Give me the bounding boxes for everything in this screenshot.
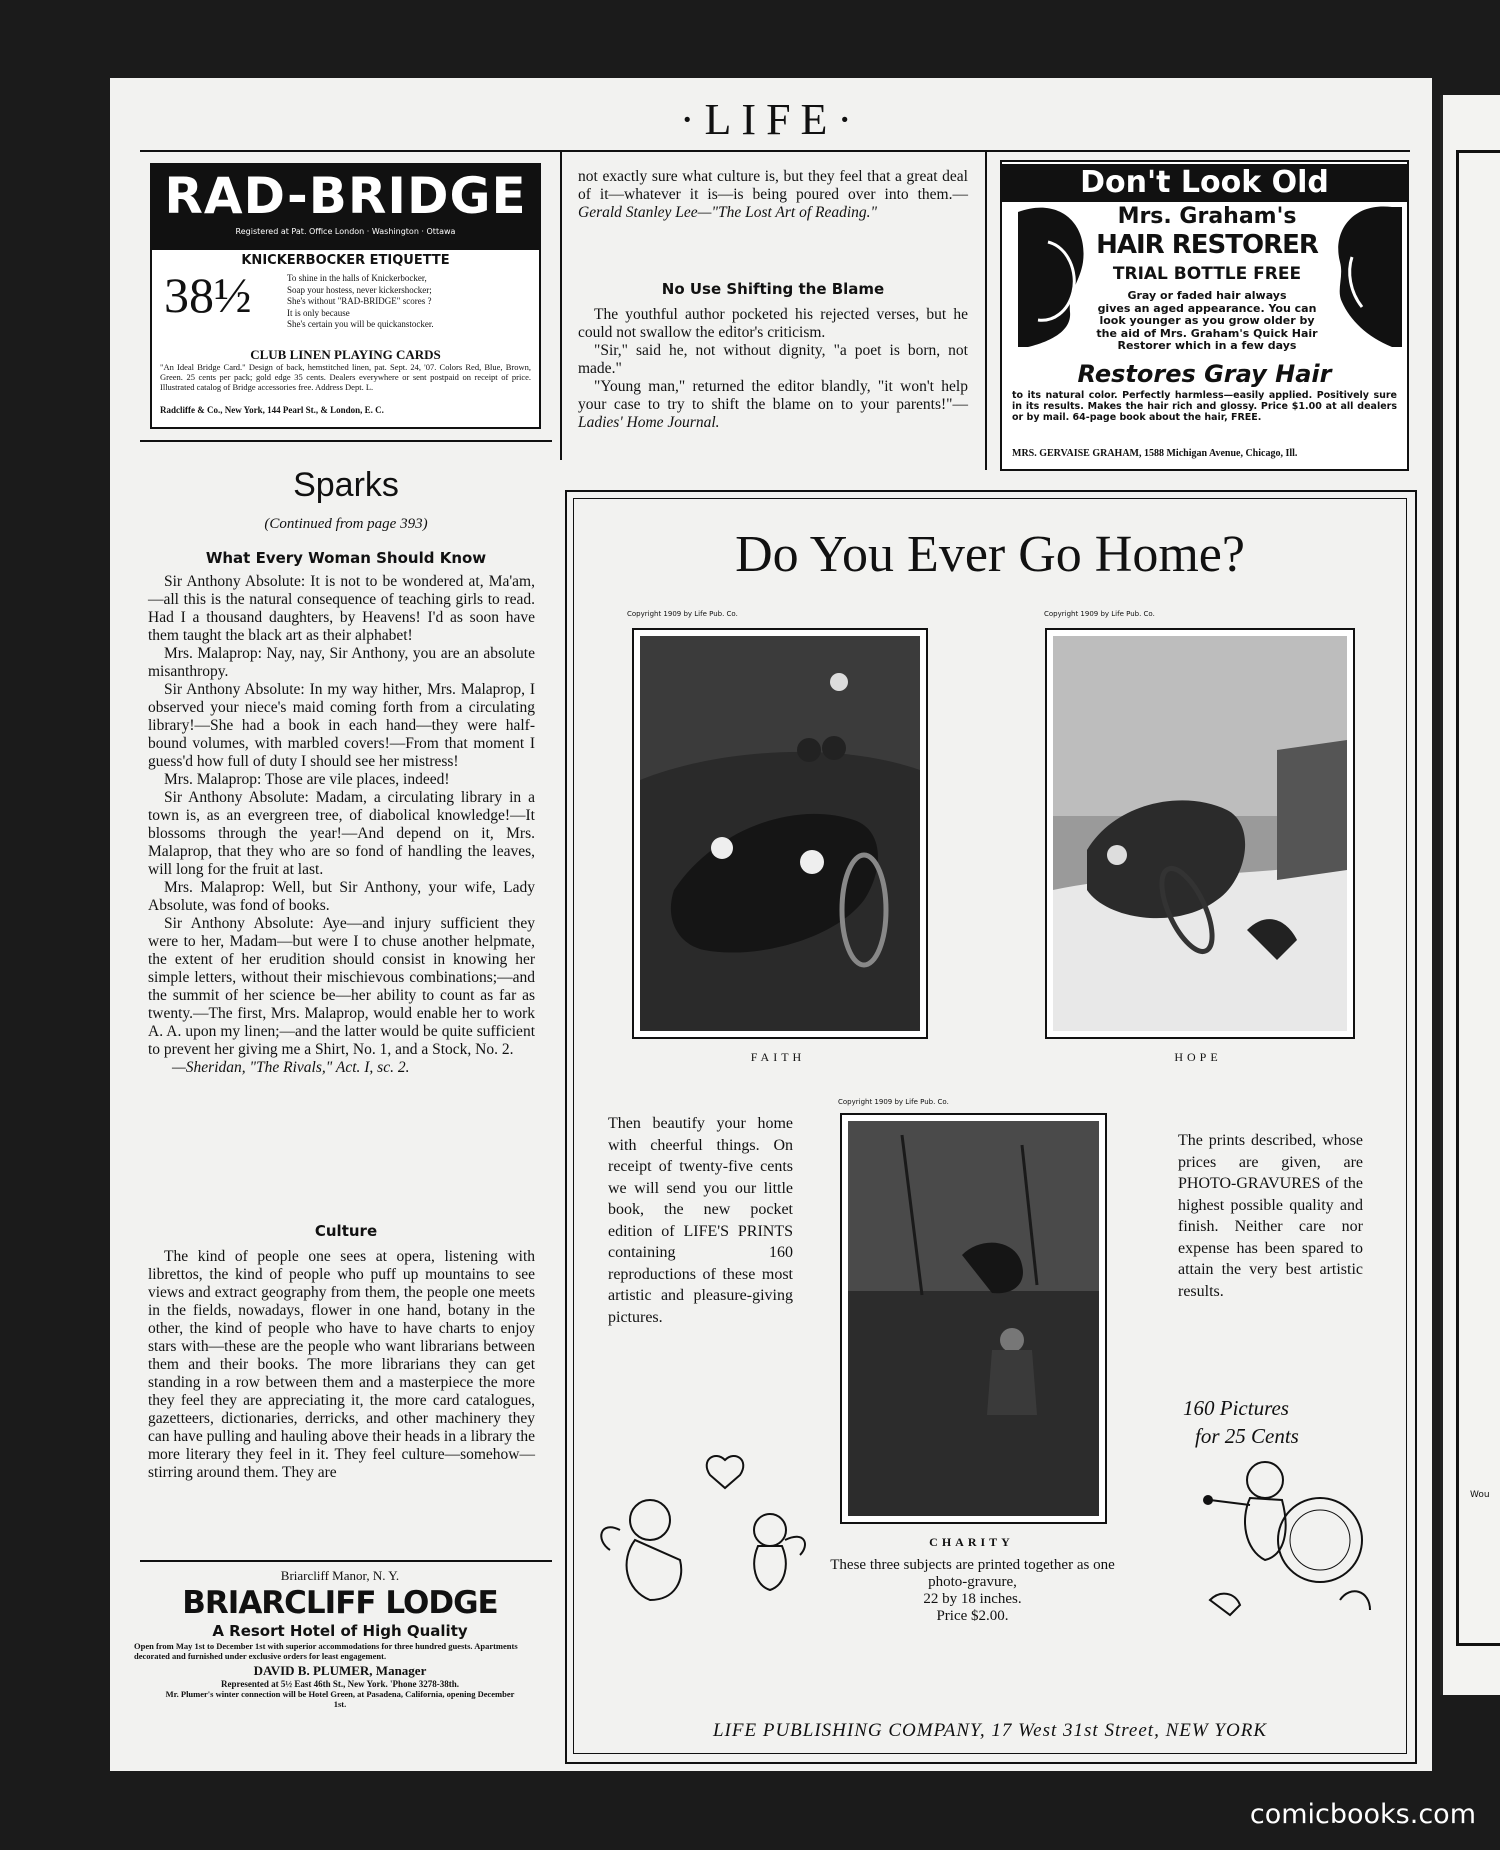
poem-line: Soap your hostess, never kickershocker;	[287, 284, 432, 295]
adjacent-page-frame	[1456, 150, 1500, 1646]
briarcliff-name: BRIARCLIFF LODGE	[182, 1585, 498, 1621]
rad-bridge-address: Radcliffe & Co., New York, 144 Pearl St., & London, E. C.	[160, 405, 384, 415]
culture-continued	[578, 168, 968, 222]
ad-footer: LIFE PUBLISHING COMPANY, 17 West 31st Street, NEW YORK	[712, 1720, 1267, 1741]
ad-headline: Do You Ever Go Home?	[735, 526, 1245, 583]
charity-print	[840, 1113, 1107, 1524]
rad-bridge-logo	[152, 165, 539, 250]
ad-rule	[140, 440, 552, 442]
sparks-continued: (Continued from page 393)	[264, 516, 428, 532]
poem-line: She's without "RAD-BRIDGE" scores ?	[287, 296, 432, 306]
graham-line: gives an aged appearance. You can	[1097, 301, 1317, 315]
sparks-subtitle: What Every Woman Should Know	[205, 549, 487, 567]
blame-paragraph: "Sir," said he, not without dignity, "a poet is born, not made."	[578, 342, 968, 377]
sparks-paragraph: Mrs. Malaprop: Those are vile places, indeed!	[164, 771, 450, 788]
cupid-drummer-illustration	[1190, 1420, 1380, 1640]
blame-story	[578, 306, 968, 432]
graham-offer: TRIAL BOTTLE FREE	[1112, 264, 1302, 284]
culture-continued-credit: Gerald Stanley Lee—"The Lost Art of Reading."	[578, 204, 878, 221]
sparks-paragraph: Mrs. Malaprop: Nay, nay, Sir Anthony, you are an absolute misanthropy.	[148, 645, 535, 680]
culture-paragraph: The kind of people one sees at opera, listening with librettos, the kind of people who puff up mountains to see views and extract geography from them, the people one meets in the fields, nowadays, flower in one hand, botany in the other, the kind of people who have to have charts to enjoy stars with—these are the people who want librarians between them and their books. The more librarians they can get standing in a row between them and a masterpiece the more they feel they are appreciating it, the more card catalogues, gazetteers, dictionaries, derricks, and other machinery they can have pulling and hauling above their heads in a library the more literary they feel in it. They feel culture—somehow—stirring around them. They are	[148, 1248, 535, 1481]
copyright-note: Copyright 1909 by Life Pub. Co.	[627, 610, 738, 618]
sparks-title: Sparks	[293, 466, 399, 504]
column-divider	[560, 150, 562, 460]
faith-caption: FAITH	[750, 1050, 806, 1064]
rad-bridge-body: "An Ideal Bridge Card." Design of back, hemstitched linen, pat. Sept. 24, '07. Colors Red, Blue, Brown, Green. 25 cents per pack; gold edge 35 cents. Dealers everywhere or sent postpaid on receipt of price. Illustrated catalog of Bridge accessories free. Address Dept. L.	[160, 362, 531, 392]
culture-continued-text: not exactly sure what culture is, but they feel that a great deal of it—whatever it is—is being poured over into them.—	[578, 168, 968, 203]
poem-line: To shine in the halls of Knickerbocker,	[287, 273, 427, 283]
graham-line: Restorer which in a few days	[1117, 339, 1297, 352]
ad-right-copy: The prints described, whose prices are given, are PHOTO-GRAVURES of the highest possible quality and finish. Neither care nor expense has been spared to attain the very best artistic results.	[1178, 1132, 1363, 1300]
blame-paragraph: The youthful author pocketed his rejected verses, but he could not swallow the editor's criticism.	[578, 306, 968, 341]
graham-slogan: Restores Gray Hair	[1077, 360, 1332, 388]
masthead: ·LIFE·	[679, 95, 863, 144]
man-portrait-illustration	[1322, 202, 1404, 352]
copyright-note: Copyright 1909 by Life Pub. Co.	[1044, 610, 1155, 618]
hope-print	[1045, 628, 1355, 1039]
graham-product: HAIR RESTORER	[1096, 230, 1318, 260]
charity-note-line: These three subjects are printed together as one photo-gravure,	[830, 1557, 1115, 1590]
briarcliff-manager: DAVID B. PLUMER, Manager	[253, 1663, 427, 1678]
charity-price: Price $2.00.	[936, 1608, 1009, 1624]
rad-bridge-subheading: CLUB LINEN PLAYING CARDS	[250, 347, 441, 362]
masthead-rule	[140, 150, 1410, 152]
sparks-paragraph: Mrs. Malaprop: Well, but Sir Anthony, your wife, Lady Absolute, was fond of books.	[148, 879, 535, 914]
faith-illustration	[634, 630, 926, 1037]
faith-print	[632, 628, 928, 1039]
charity-illustration	[842, 1115, 1105, 1522]
graham-name: Mrs. Graham's	[1117, 204, 1297, 229]
charity-note	[825, 1557, 1120, 1625]
poem-line: It is only because	[287, 307, 350, 318]
ad-left-copy: Then beautify your home with cheerful things. On receipt of twenty-five cents we will send you our little book, the new pocket edition of LIFE'S PRINTS containing 160 reproductions of these most artistic and pleasure-giving pictures.	[608, 1115, 793, 1326]
culture-article	[148, 1248, 535, 1482]
cupids-illustration	[590, 1450, 820, 1620]
graham-line: the aid of Mrs. Graham's Quick Hair	[1096, 326, 1318, 340]
rad-bridge-heading: KNICKERBOCKER ETIQUETTE	[241, 253, 450, 268]
column-divider	[985, 150, 987, 470]
briarcliff-represented: Represented at 5½ East 46th St., New York. 'Phone 3278-38th.	[221, 1679, 459, 1689]
graham-headline: Don't Look Old	[1002, 164, 1407, 202]
rad-bridge-ad	[150, 163, 541, 429]
ad-rule	[140, 1560, 552, 1562]
blame-title: No Use Shifting the Blame	[661, 280, 885, 298]
rad-bridge-wordmark: RAD-BRIDGE	[164, 167, 527, 225]
blame-credit: Ladies' Home Journal.	[578, 414, 720, 431]
briarcliff-ad	[130, 1568, 550, 1748]
briarcliff-tagline: A Resort Hotel of High Quality	[212, 1622, 468, 1640]
copyright-note: Copyright 1909 by Life Pub. Co.	[838, 1098, 949, 1106]
rad-bridge-registered: Registered at Pat. Office London · Washington · Ottawa	[235, 227, 456, 236]
hope-caption: HOPE	[1174, 1050, 1222, 1064]
offer-line: 160 Pictures	[1183, 1396, 1289, 1420]
poem-line: She's certain you will be quickanstocker.	[287, 319, 434, 329]
graham-address: MRS. GERVAISE GRAHAM, 1588 Michigan Avenue, Chicago, Ill.	[1012, 448, 1298, 459]
offer-line: for 25 Cents	[1195, 1424, 1299, 1448]
graham-hair-ad	[1000, 160, 1409, 471]
graham-lines	[1092, 290, 1322, 353]
briarcliff-location: Briarcliff Manor, N. Y.	[280, 1568, 400, 1583]
graham-line: Gray or faded hair always	[1127, 289, 1287, 302]
charity-caption: CHARITY	[929, 1535, 1014, 1549]
sparks-credit: —Sheridan, "The Rivals," Act. I, sc. 2.	[172, 1059, 410, 1076]
watermark: comicbooks.com	[1249, 1799, 1476, 1830]
rad-bridge-poem	[287, 273, 532, 331]
sparks-paragraph: Sir Anthony Absolute: In my way hither, Mrs. Malaprop, I observed your niece's maid coming forth from a circulating library!—She had a book in each hand—they were half-bound volumes, with marbled covers!—From that moment I guess'd how full of duty I should see her mistress!	[148, 681, 535, 770]
charity-size: 22 by 18 inches.	[923, 1591, 1022, 1607]
sparks-paragraph: Sir Anthony Absolute: Madam, a circulating library in a town is, as an evergreen tree, of diabolical knowledge!—It blossoms through the year!—And depend on it, Mrs. Malaprop, that they who are so fond of handling the leaves, will long for the fruit at last.	[148, 789, 535, 878]
rad-bridge-price: 38½	[164, 267, 252, 323]
briarcliff-body: Open from May 1st to December 1st with superior accommodations for three hundred guests. Apartments decorated and furnished under exclusive orders for least engagement.	[134, 1641, 518, 1661]
sparks-paragraph: Sir Anthony Absolute: Aye—and injury sufficient they were to her, Madam—but were I to chuse another helpmate, the extent of her erudition should consist in knowing her simple letters, without their mischievous combinations;—and the summit of her science be—her ability to count as far as twenty.—The first, Mrs. Malaprop, would enable her to work A. A. upon my linen;—and the latter would be quite sufficient to prevent her giving me a Shirt, No. 1, and a Stock, No. 2.	[148, 915, 535, 1058]
hope-illustration	[1047, 630, 1353, 1037]
blame-paragraph: "Young man," returned the editor blandly, "it won't help your case to try to shift the blame on to your parents!"—	[578, 378, 968, 413]
culture-title: Culture	[314, 1222, 378, 1240]
adjacent-page-fragment: Wou	[1470, 1490, 1490, 1500]
sparks-excerpt	[148, 573, 535, 1077]
graham-body: to its natural color. Perfectly harmless—easily applied. Positively sure in its results. Makes the hair rich and glossy. Price $1.00 at all dealers or by mail. 64-page book about the hair, FREE.	[1012, 390, 1397, 423]
woman-portrait-illustration	[1008, 202, 1093, 352]
graham-line: look younger as you grow older by	[1099, 314, 1315, 327]
sparks-paragraph: Sir Anthony Absolute: It is not to be wondered at, Ma'am,—all this is the natural consequence of teaching girls to read. Had I a thousand daughters, by Heavens! I'd as soon have them taught the black art as their alphabet!	[148, 573, 535, 644]
briarcliff-winter: Mr. Plumer's winter connection will be Hotel Green, at Pasadena, California, opening December 1st.	[165, 1689, 515, 1709]
